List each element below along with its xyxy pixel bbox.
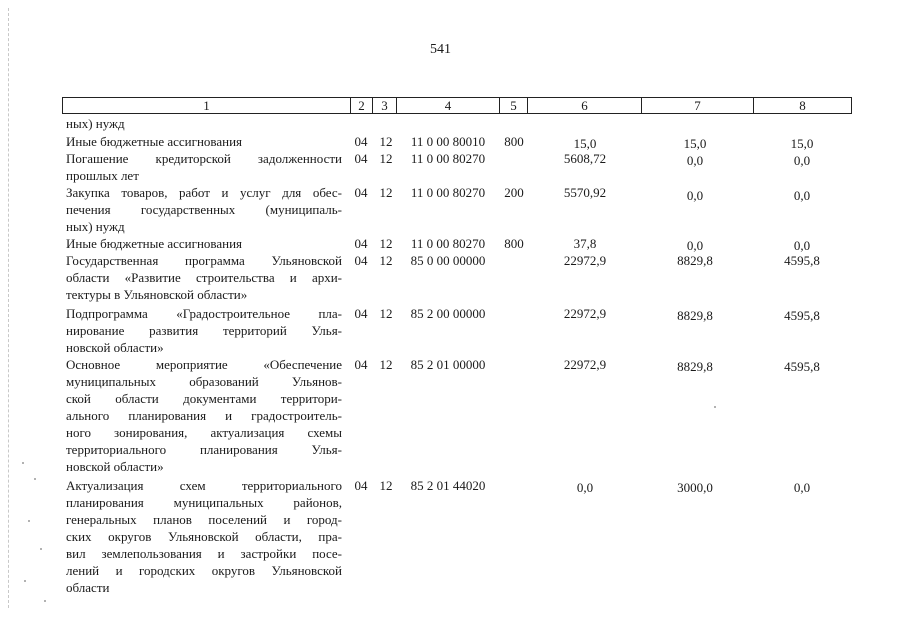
cell-c4: 11 0 00 80010 <box>410 134 486 149</box>
scan-speck <box>34 478 36 480</box>
scan-speck <box>22 462 24 464</box>
cell-c7: 3000,0 <box>677 480 713 495</box>
cell-c5: 200 <box>504 185 524 200</box>
description-line: новской области» <box>66 459 164 474</box>
cell-c3: 12 <box>379 306 393 321</box>
description-line: муниципальных образований Ульянов- <box>66 374 342 389</box>
row-description <box>66 477 342 596</box>
cell-c6: 22972,9 <box>563 306 607 321</box>
cell-c4: 85 2 00 00000 <box>410 306 486 321</box>
cell-c7: 0,0 <box>686 153 704 168</box>
cell-c4: 11 0 00 80270 <box>410 185 486 200</box>
cell-c3: 12 <box>379 253 393 268</box>
description-line: тектуры в Ульяновской области» <box>66 287 248 302</box>
scan-speck <box>44 600 46 602</box>
cell-c6: 22972,9 <box>563 357 607 372</box>
cell-c3: 12 <box>379 134 393 149</box>
table-header-row <box>62 97 852 114</box>
cell-c2: 04 <box>354 185 368 200</box>
cell-c8: 4595,8 <box>784 308 820 323</box>
description-line: новской области» <box>66 340 164 355</box>
cell-c8: 0,0 <box>793 480 811 495</box>
description-line: Иные бюджетные ассигнования <box>66 236 243 251</box>
row-description <box>66 184 342 235</box>
header-cell: 1 <box>203 98 210 113</box>
cell-c8: 15,0 <box>790 136 814 151</box>
cell-c6: 5608,72 <box>563 151 607 166</box>
scan-speck <box>714 406 716 408</box>
cell-c8: 0,0 <box>793 238 811 253</box>
row-description <box>66 252 342 303</box>
description-line: области «Развитие строительства и архи- <box>66 270 342 285</box>
description-line: ской области документами территори- <box>66 391 342 406</box>
description-line: генеральных планов поселений и город- <box>66 512 342 527</box>
row-description <box>66 235 342 252</box>
description-line: прошлых лет <box>66 168 139 183</box>
cell-c7: 15,0 <box>683 136 707 151</box>
row-description <box>66 150 342 184</box>
cell-c2: 04 <box>354 253 368 268</box>
header-cell: 4 <box>396 98 499 113</box>
description-line: ских округов Ульяновской области, пра- <box>66 529 342 544</box>
cell-c2: 04 <box>354 478 368 493</box>
cell-c3: 12 <box>379 185 393 200</box>
cell-c4: 11 0 00 80270 <box>410 236 486 251</box>
cell-c7: 0,0 <box>686 238 704 253</box>
cell-c3: 12 <box>379 151 393 166</box>
cell-c3: 12 <box>379 357 393 372</box>
cell-c3: 12 <box>379 236 393 251</box>
cell-c4: 85 2 01 00000 <box>410 357 486 372</box>
cell-c2: 04 <box>354 306 368 321</box>
cell-c2: 04 <box>354 236 368 251</box>
cell-c6: 15,0 <box>573 136 597 151</box>
description-line: ального планирования и градостроитель- <box>66 408 342 423</box>
cell-c4: 11 0 00 80270 <box>410 151 486 166</box>
cell-c4: 85 2 01 44020 <box>410 478 486 493</box>
cell-c6: 37,8 <box>573 236 597 251</box>
cell-c8: 0,0 <box>793 188 811 203</box>
description-line: ных) нужд <box>66 219 125 234</box>
description-line: Иные бюджетные ассигнования <box>66 134 243 149</box>
cell-c2: 04 <box>354 151 368 166</box>
description-line: вил землепользования и застройки посе- <box>66 546 342 561</box>
description-line: области <box>66 580 110 595</box>
row-description <box>66 356 342 475</box>
description-line: лений и городских округов Ульяновской <box>66 563 342 578</box>
cell-c2: 04 <box>354 134 368 149</box>
header-cell: 3 <box>372 98 396 113</box>
cell-c5: 800 <box>504 236 524 251</box>
description-line: планирования муниципальных районов, <box>66 495 342 510</box>
description-line: ного зонирования, актуализация схемы <box>66 425 342 440</box>
header-cell: 6 <box>527 98 641 113</box>
description-line: нирование развития территорий Улья- <box>66 323 342 338</box>
description-line: Закупка товаров, работ и услуг для обес- <box>66 185 342 200</box>
scan-speck <box>24 580 26 582</box>
description-line: территориального планирования Улья- <box>66 442 342 457</box>
continuation-text: ных) нужд <box>66 116 125 131</box>
cell-c5: 800 <box>504 134 524 149</box>
cell-c2: 04 <box>354 357 368 372</box>
scan-speck <box>28 520 30 522</box>
cell-c7: 0,0 <box>686 188 704 203</box>
cell-c6: 0,0 <box>576 480 594 495</box>
scan-speck <box>40 548 42 550</box>
cell-c7: 8829,8 <box>677 253 713 268</box>
header-cell: 8 <box>753 98 851 113</box>
cell-c8: 4595,8 <box>784 359 820 374</box>
cell-c8: 0,0 <box>793 153 811 168</box>
header-cell: 5 <box>499 98 527 113</box>
header-cell: 2 <box>350 98 372 113</box>
description-line: Подпрограмма «Градостроительное пла- <box>66 306 342 321</box>
description-line: Актуализация схем территориального <box>66 478 342 493</box>
row-description <box>66 305 342 356</box>
description-line: Государственная программа Ульяновской <box>66 253 342 268</box>
header-cell: 7 <box>641 98 753 113</box>
cell-c7: 8829,8 <box>677 308 713 323</box>
cell-c6: 5570,92 <box>563 185 607 200</box>
cell-c7: 8829,8 <box>677 359 713 374</box>
cell-c3: 12 <box>379 478 393 493</box>
description-line: Основное мероприятие «Обеспечение <box>66 357 342 372</box>
row-description <box>66 133 342 150</box>
cell-c6: 22972,9 <box>563 253 607 268</box>
left-scan-rule <box>8 8 9 608</box>
description-line: Погашение кредиторской задолженности <box>66 151 342 166</box>
description-line: печения государственных (муниципаль- <box>66 202 342 217</box>
cell-c4: 85 0 00 00000 <box>410 253 486 268</box>
cell-c8: 4595,8 <box>784 253 820 268</box>
page-number: 541 <box>430 42 451 57</box>
